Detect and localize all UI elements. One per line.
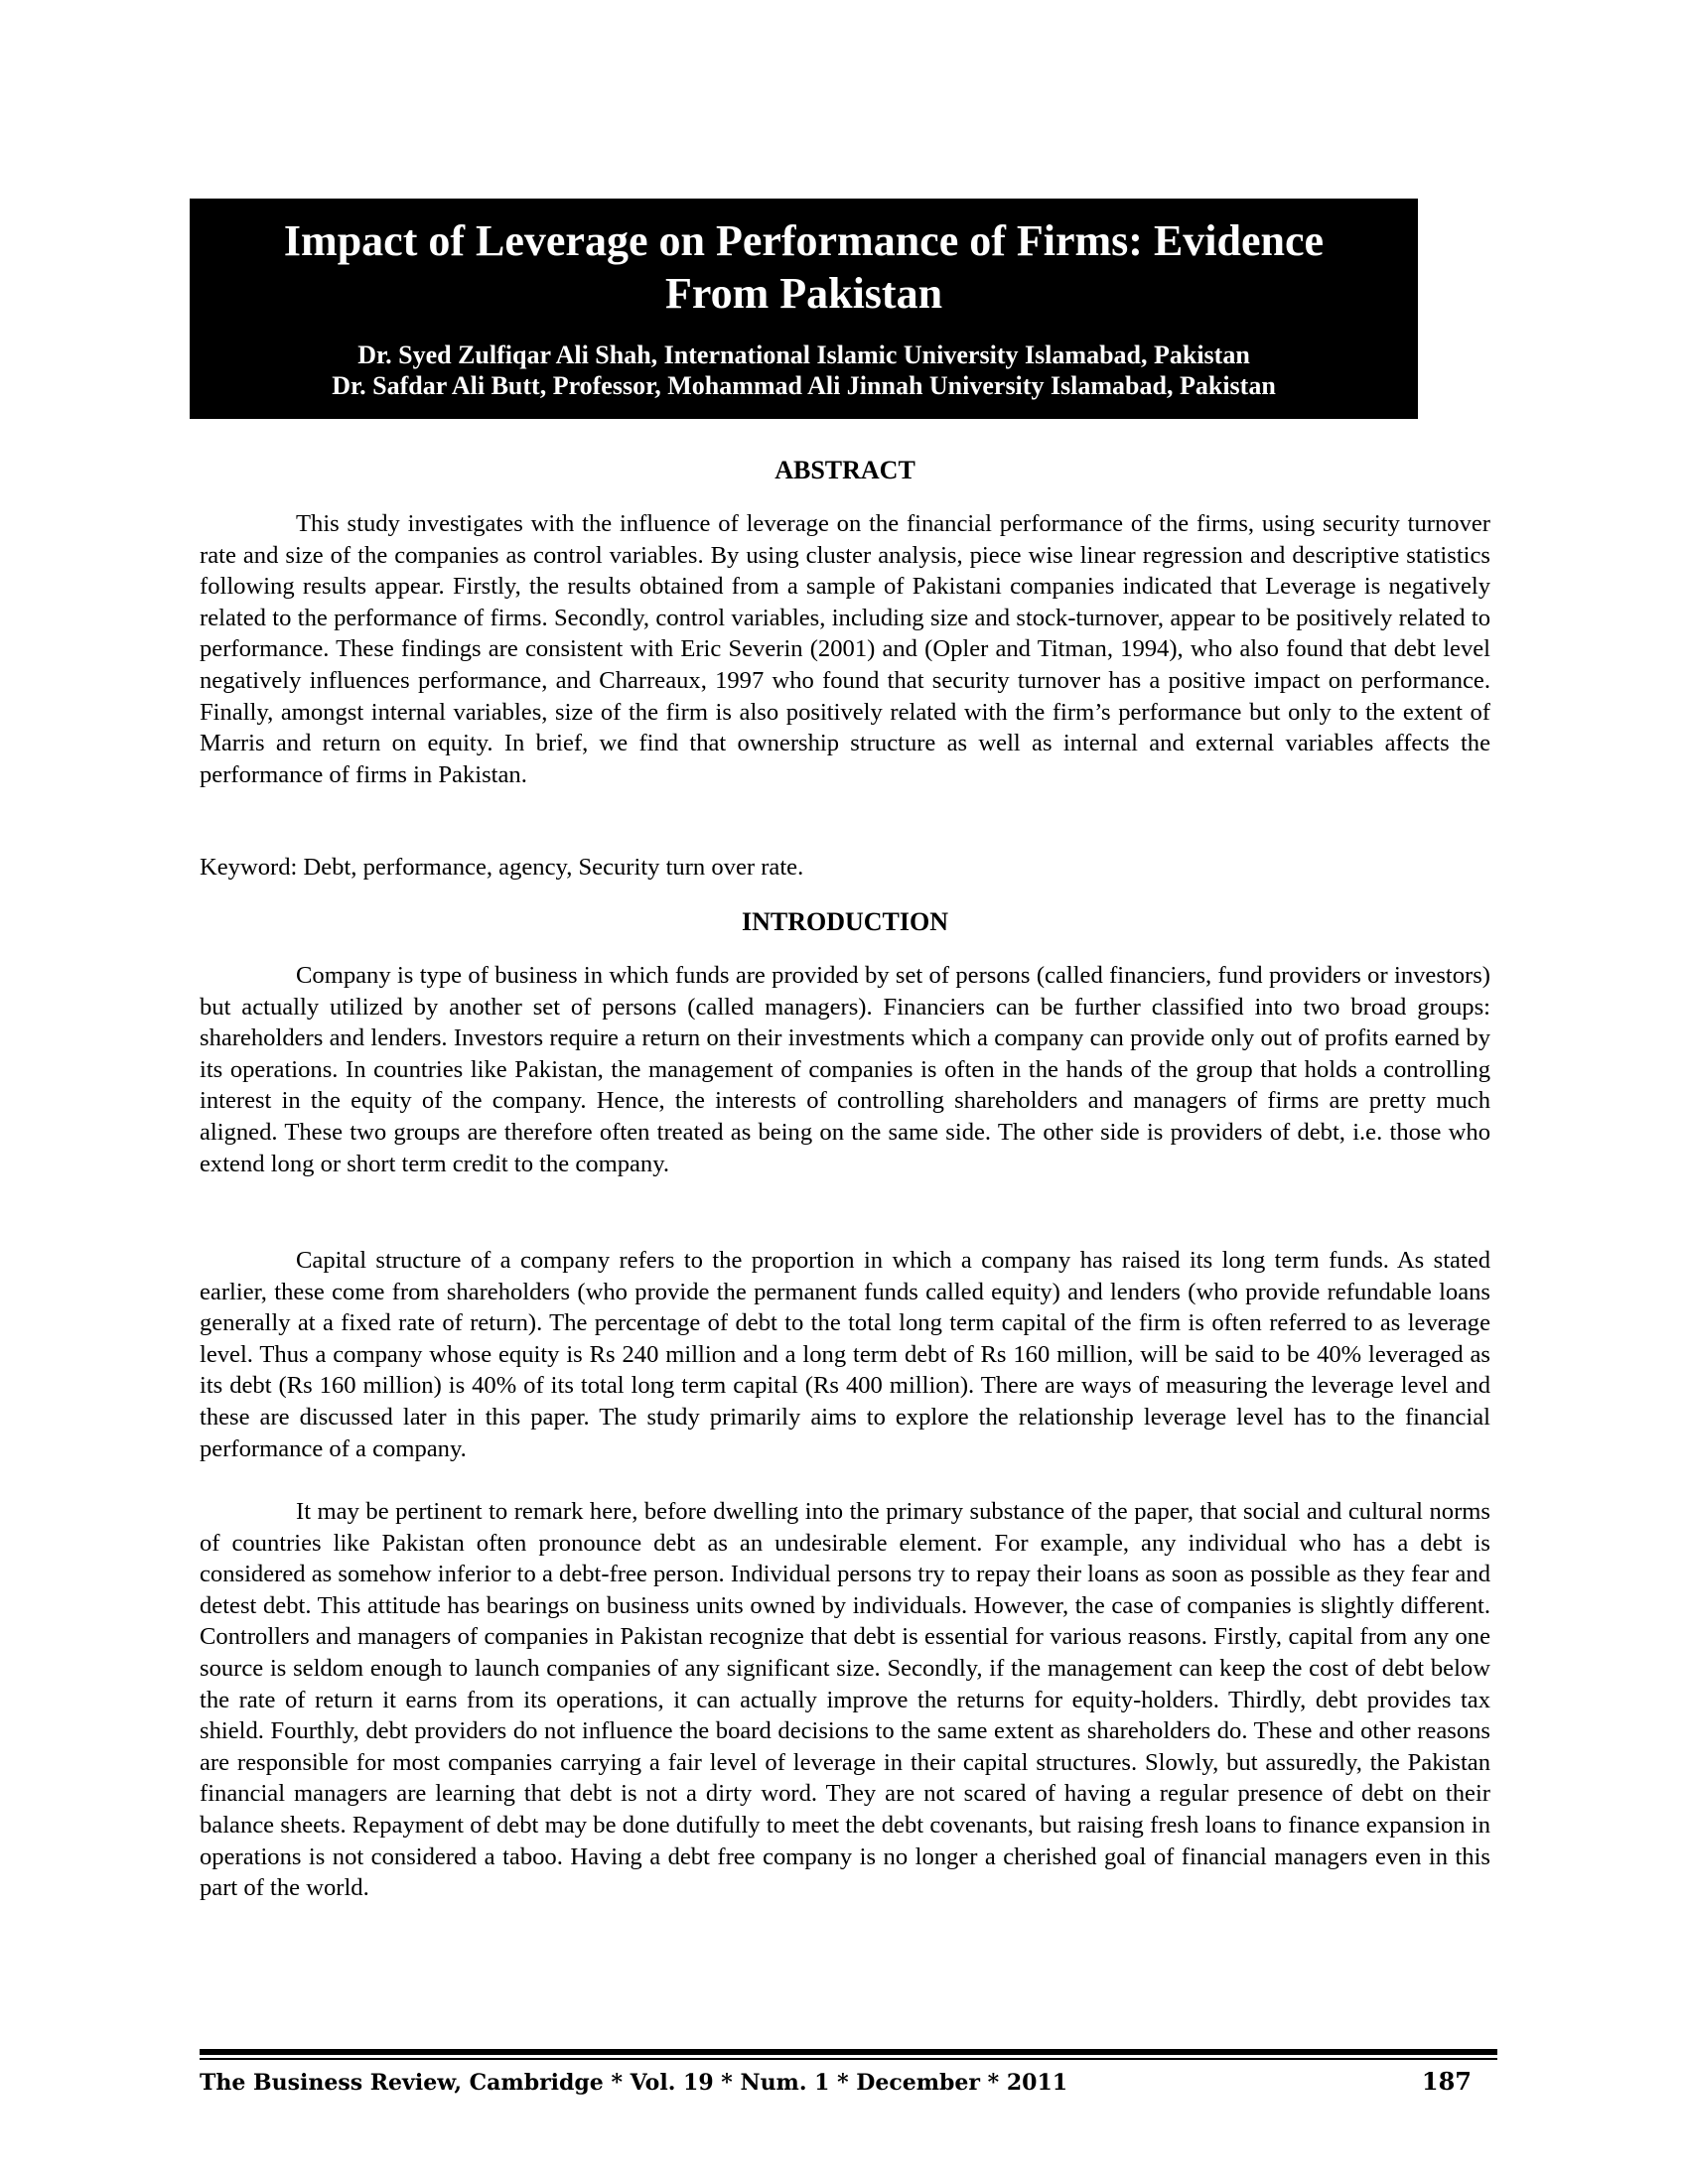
- footer-rule-thin: [200, 2058, 1497, 2060]
- title-block: [190, 199, 1418, 419]
- abstract-heading: ABSTRACT: [774, 456, 915, 484]
- footer-rule-thick: [200, 2049, 1497, 2055]
- introduction-heading: INTRODUCTION: [741, 907, 949, 936]
- keywords: Keyword: Debt, performance, agency, Security turn over rate.: [200, 854, 804, 881]
- abstract-text: This study investigates with the influence of leverage on the financial performance of the firms, using security turnover rate and size of the companies as control variables. By using cluster analysis, piece wise linear regression and descriptive statistics following results appear. Firstly, the results obtained from a sample of Pakistani companies indicated that Leverage is negatively related to the performance of firms. Secondly, control variables, including size and stock-turnover, appear to be positively related to performance. These findings are consistent with Eric Severin (2001) and (Opler and Titman, 1994), who also found that debt level negatively influences performance, and Charreaux, 1997 who found that security turnover has a positive impact on performance. Finally, amongst internal variables, size of the firm is also positively related with the firm’s performance but only to the extent of Marris and return on equity. In brief, we find that ownership structure as well as internal and external variables affects the performance of firms in Pakistan.: [200, 510, 1490, 788]
- intro-paragraph-1: Company is type of business in which funds are provided by set of persons (called financiers, fund providers or investors) but actually utilized by another set of persons (called managers). Financiers can be further classified into two broad groups: shareholders and lenders. Investors require a return on their investments which a company can provide only out of profits earned by its operations. In countries like Pakistan, the management of companies is often in the hands of the group that holds a controlling interest in the equity of the company. Hence, the interests of controlling shareholders and managers of firms are pretty much aligned. These two groups are therefore often treated as being on the same side. The other side is providers of debt, i.e. those who extend long or short term credit to the company.: [200, 962, 1490, 1177]
- intro-paragraph-3: It may be pertinent to remark here, before dwelling into the primary substance of the paper, that social and cultural norms of countries like Pakistan often pronounce debt as an undesirable element. For example, any individual who has a debt is considered as somehow inferior to a debt-free person. Individual persons try to repay their loans as soon as possible as they fear and detest debt. This attitude has bearings on business units owned by individuals. However, the case of companies is slightly different. Controllers and managers of companies in Pakistan recognize that debt is essential for various reasons. Firstly, capital from any one source is seldom enough to launch companies of any significant size. Secondly, if the management can keep the cost of debt below the rate of return it earns from its operations, it can actually improve the returns for equity-holders. Thirdly, debt provides tax shield. Fourthly, debt providers do not influence the board decisions to the same extent as shareholders do. These and other reasons are responsible for most companies carrying a fair level of leverage in their capital structures. Slowly, but assuredly, the Pakistan financial managers are learning that debt is not a dirty word. They are not scared of having a regular presence of debt on their balance sheets. Repayment of debt may be done dutifully to meet the debt covenants, but raising fresh loans to finance expansion in operations is not considered a taboo. Having a debt free company is no longer a cherished goal of financial managers even in this part of the world.: [200, 1498, 1490, 1902]
- paper-title: Impact of Leverage on Performance of Firms: Evidence From Pakistan: [283, 216, 1325, 318]
- intro-paragraph-2: Capital structure of a company refers to the proportion in which a company has raised its long term funds. As stated earlier, these come from shareholders (who provide the permanent funds called equity) and lenders (who provide refundable loans generally at a fixed rate of return). The percentage of debt to the total long term capital of the firm is often referred to as leverage level. Thus a company whose equity is Rs 240 million and a long term debt of Rs 160 million, will be said to be 40% leveraged as its debt (Rs 160 million) is 40% of its total long term capital (Rs 400 million). There are ways of measuring the leverage level and these are discussed later in this paper. The study primarily aims to explore the relationship leverage level has to the financial performance of a company.: [200, 1247, 1490, 1462]
- footer-journal-info: The Business Review, Cambridge * Vol. 19 * Num. 1 * December * 2011: [200, 2070, 1068, 2096]
- author-1: Dr. Syed Zulfiqar Ali Shah, International Islamic University Islamabad, Pakistan: [357, 341, 1250, 369]
- author-2: Dr. Safdar Ali Butt, Professor, Mohammad Ali Jinnah University Islamabad, Pakistan: [332, 371, 1276, 400]
- page-number: 187: [1421, 2067, 1472, 2096]
